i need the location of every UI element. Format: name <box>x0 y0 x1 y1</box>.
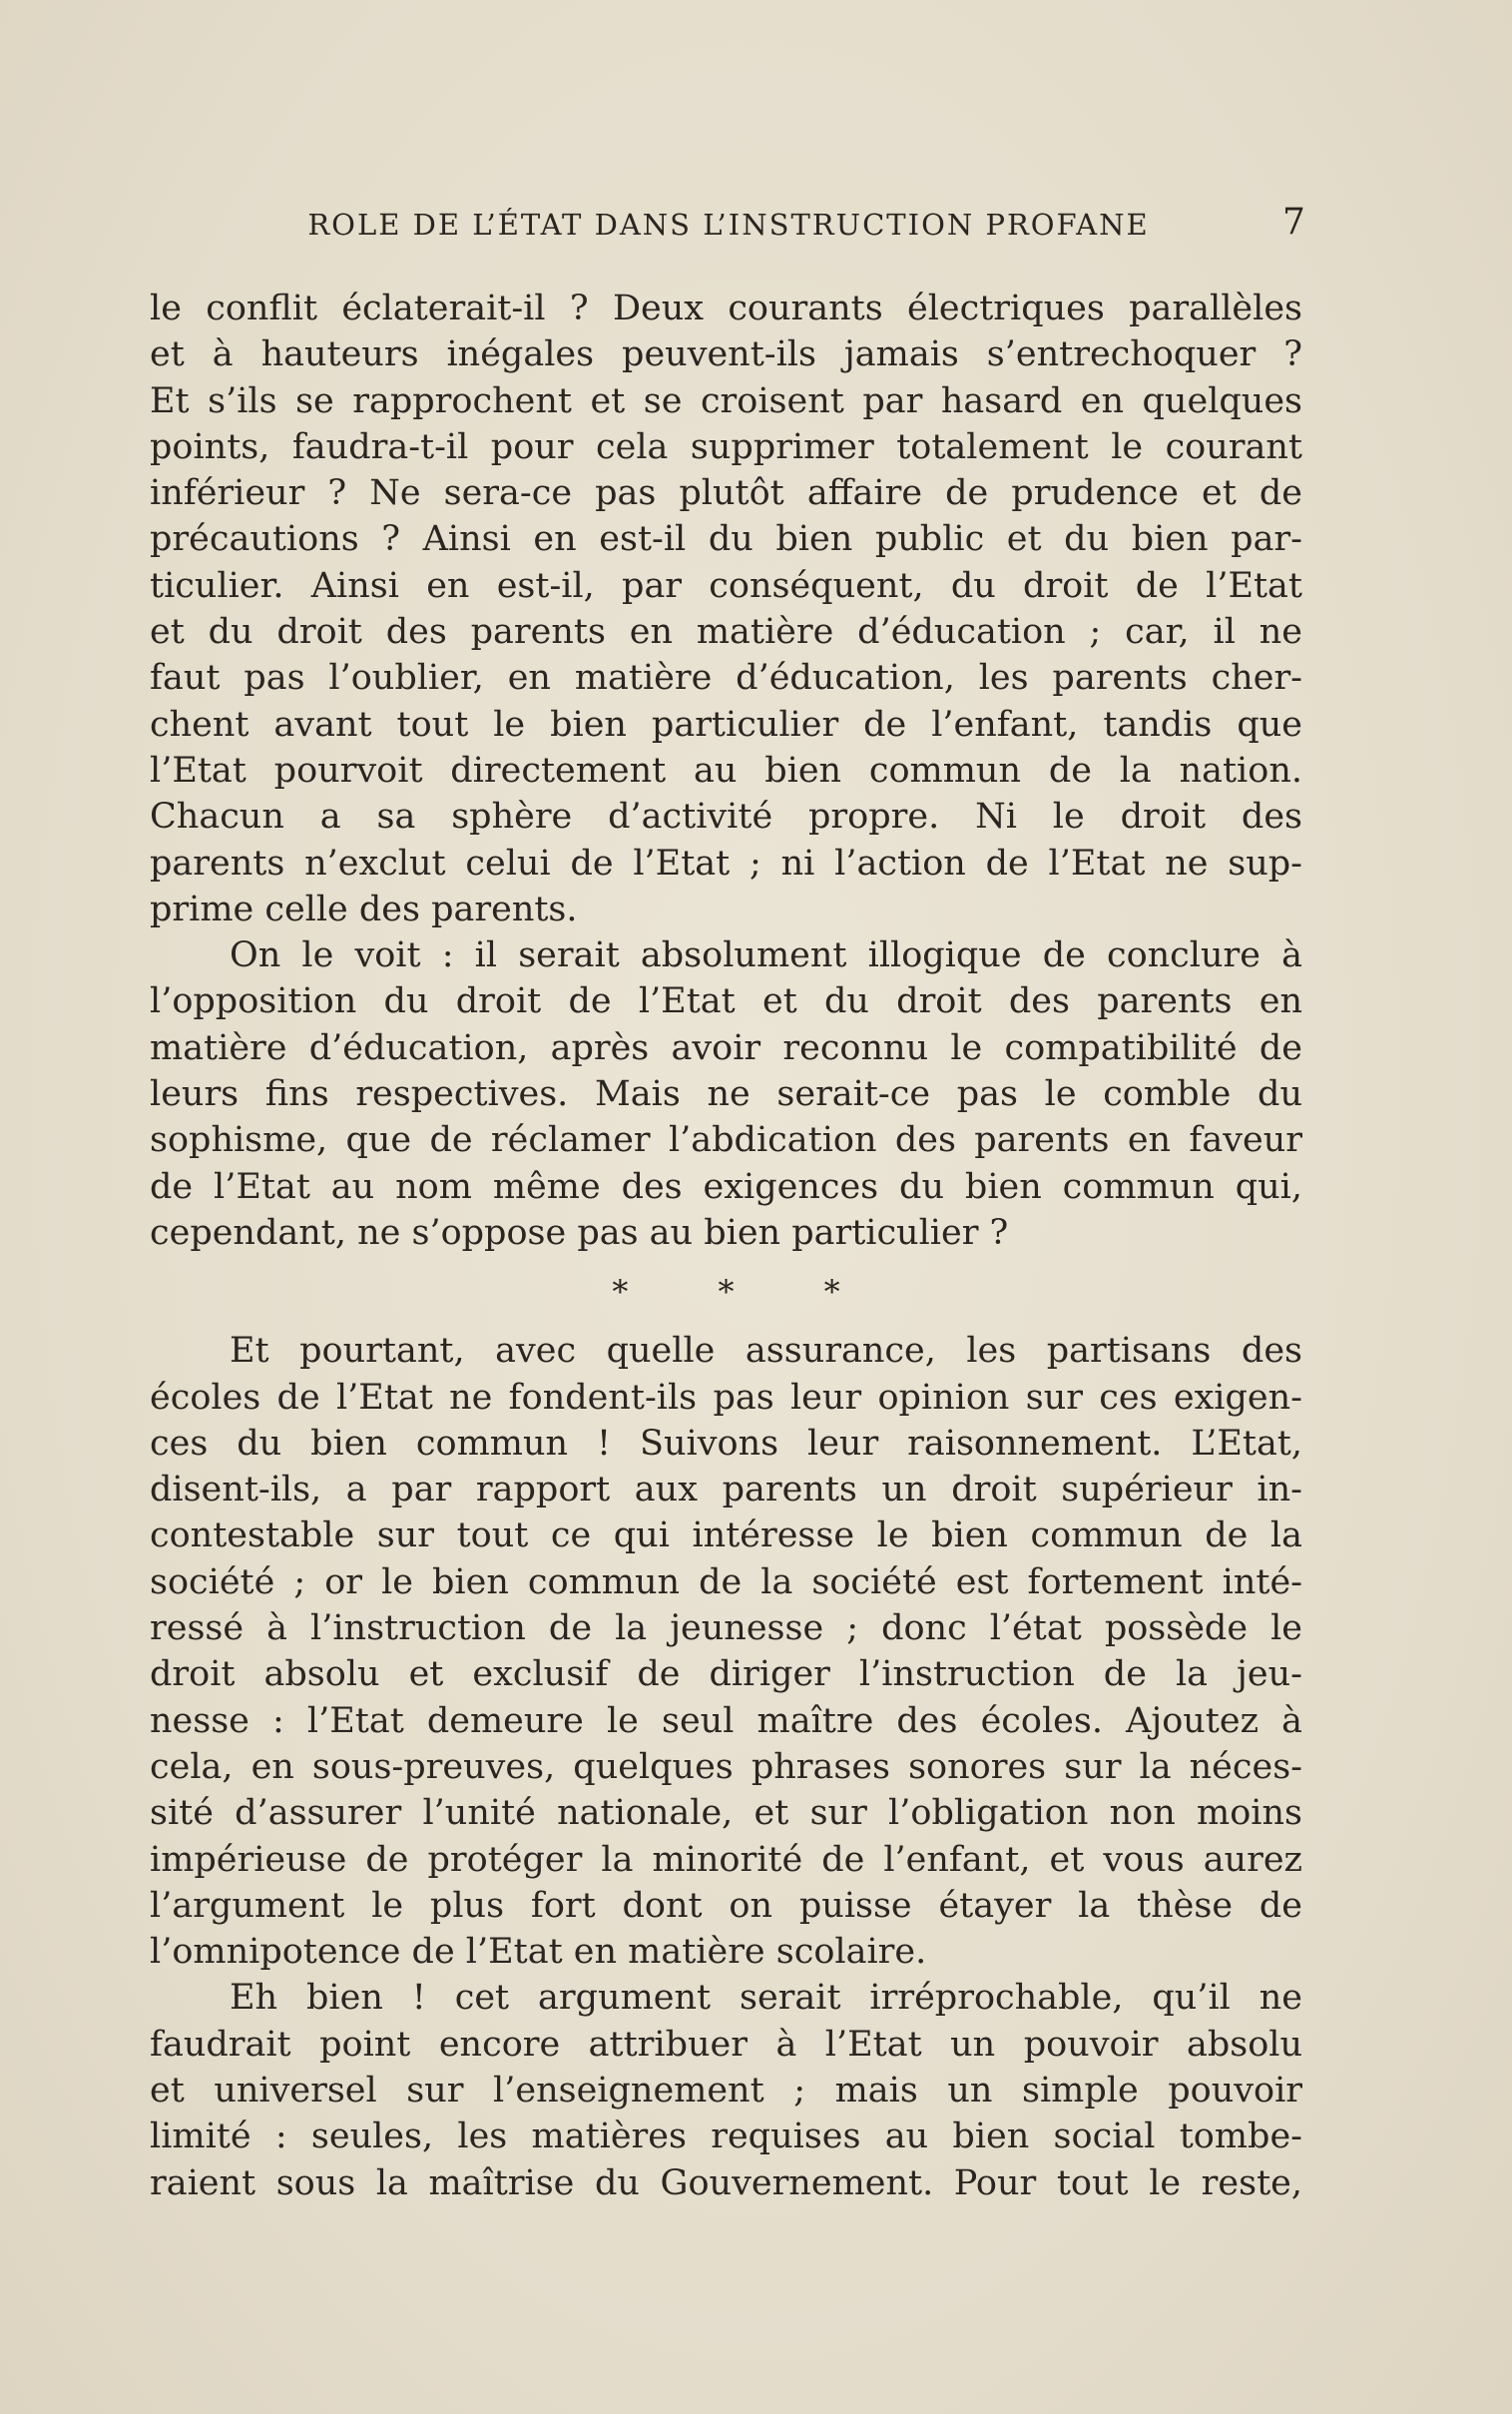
text-line: société ; or le bien commun de la société est fortement inté- <box>150 1561 1302 1602</box>
text-line: Eh bien ! cet argument serait irréprochable, qu’il ne <box>230 1978 1302 2019</box>
text-line: sophisme, que de réclamer l’abdication des parents en faveur <box>150 1120 1302 1161</box>
text-line: le conflit éclaterait-il ? Deux courants électriques parallèles <box>150 289 1302 328</box>
text-line: ressé à l’instruction de la jeunesse ; donc l’état possède le <box>150 1608 1302 1649</box>
text-line: de l’Etat au nom même des exigences du bien commun qui, <box>150 1166 1302 1207</box>
text-line: matière d’éducation, après avoir reconnu le compatibilité de <box>150 1027 1302 1068</box>
text-line: sité d’assurer l’unité nationale, et sur l’obligation non moins <box>150 1793 1302 1834</box>
text-line: cela, en sous-preuves, quelques phrases sonores sur la néces- <box>150 1746 1302 1787</box>
text-line: parents n’exclut celui de l’Etat ; ni l’action de l’Etat ne sup- <box>150 843 1302 884</box>
text-line: Et s’ils se rapprochent et se croisent par hasard en quelques <box>150 380 1302 421</box>
text-line: et du droit des parents en matière d’éducation ; car, il ne <box>150 612 1302 653</box>
section-break: * * * <box>612 1273 880 1312</box>
text-line: On le voit : il serait absolument illogique de conclure à <box>230 935 1302 976</box>
text-line: Et pourtant, avec quelle assurance, les partisans des <box>230 1331 1302 1372</box>
text-line: cependant, ne s’oppose pas au bien particulier ? <box>150 1212 1009 1253</box>
text-line: limité : seules, les matières requises au bien social tombe- <box>150 2116 1302 2157</box>
text-line: l’argument le plus fort dont on puisse étayer la thèse de <box>150 1885 1302 1926</box>
text-line: impérieuse de protéger la minorité de l’enfant, et vous aurez <box>150 1839 1302 1880</box>
body-text <box>150 286 1302 2206</box>
text-line: faut pas l’oublier, en matière d’éducation, les parents cher- <box>150 658 1302 699</box>
page-number: 7 <box>1282 202 1305 243</box>
text-line: ticulier. Ainsi en est-il, par conséquent, du droit de l’Etat <box>150 565 1302 606</box>
text-line: prime celle des parents. <box>150 889 578 929</box>
text-line: faudrait point encore attribuer à l’Etat un pouvoir absolu <box>150 2024 1302 2065</box>
text-line: précautions ? Ainsi en est-il du bien public et du bien par- <box>150 519 1302 560</box>
paragraph <box>150 286 1302 932</box>
text-line: l’omnipotence de l’Etat en matière scolaire. <box>150 1932 927 1973</box>
text-line: et à hauteurs inégales peuvent-ils jamais s’entrechoquer ? <box>150 334 1302 375</box>
text-line: raient sous la maîtrise du Gouvernement. Pour tout le reste, <box>150 2162 1302 2203</box>
paragraph <box>150 1975 1302 2205</box>
text-line: chent avant tout le bien particulier de l’enfant, tandis que <box>150 704 1302 745</box>
text-line: inférieur ? Ne sera-ce pas plutôt affaire de prudence et de <box>150 473 1302 514</box>
text-line: Chacun a sa sphère d’activité propre. Ni le droit des <box>150 797 1302 838</box>
text-line: leurs fins respectives. Mais ne serait-ce pas le comble du <box>150 1074 1302 1115</box>
text-line: contestable sur tout ce qui intéresse le bien commun de la <box>150 1515 1302 1556</box>
text-line: droit absolu et exclusif de diriger l’instruction de la jeu- <box>150 1654 1302 1695</box>
text-line: disent-ils, a par rapport aux parents un droit supérieur in- <box>150 1470 1302 1510</box>
paragraph <box>150 1328 1302 1975</box>
text-line: nesse : l’Etat demeure le seul maître des écoles. Ajoutez à <box>150 1700 1302 1741</box>
text-line: ces du bien commun ! Suivons leur raisonnement. L’Etat, <box>150 1423 1302 1464</box>
text-line: l’opposition du droit de l’Etat et du droit des parents en <box>150 981 1302 1022</box>
text-line: et universel sur l’enseignement ; mais un simple pouvoir <box>150 2070 1302 2111</box>
paragraph <box>150 932 1302 1256</box>
text-line: points, faudra-t-il pour cela supprimer totalement le courant <box>150 426 1302 467</box>
text-line: l’Etat pourvoit directement au bien commun de la nation. <box>150 750 1302 791</box>
text-line: écoles de l’Etat ne fondent-ils pas leur opinion sur ces exigen- <box>150 1377 1302 1418</box>
running-title: ROLE DE L’ÉTAT DANS L’INSTRUCTION PROFANE <box>307 208 1150 242</box>
